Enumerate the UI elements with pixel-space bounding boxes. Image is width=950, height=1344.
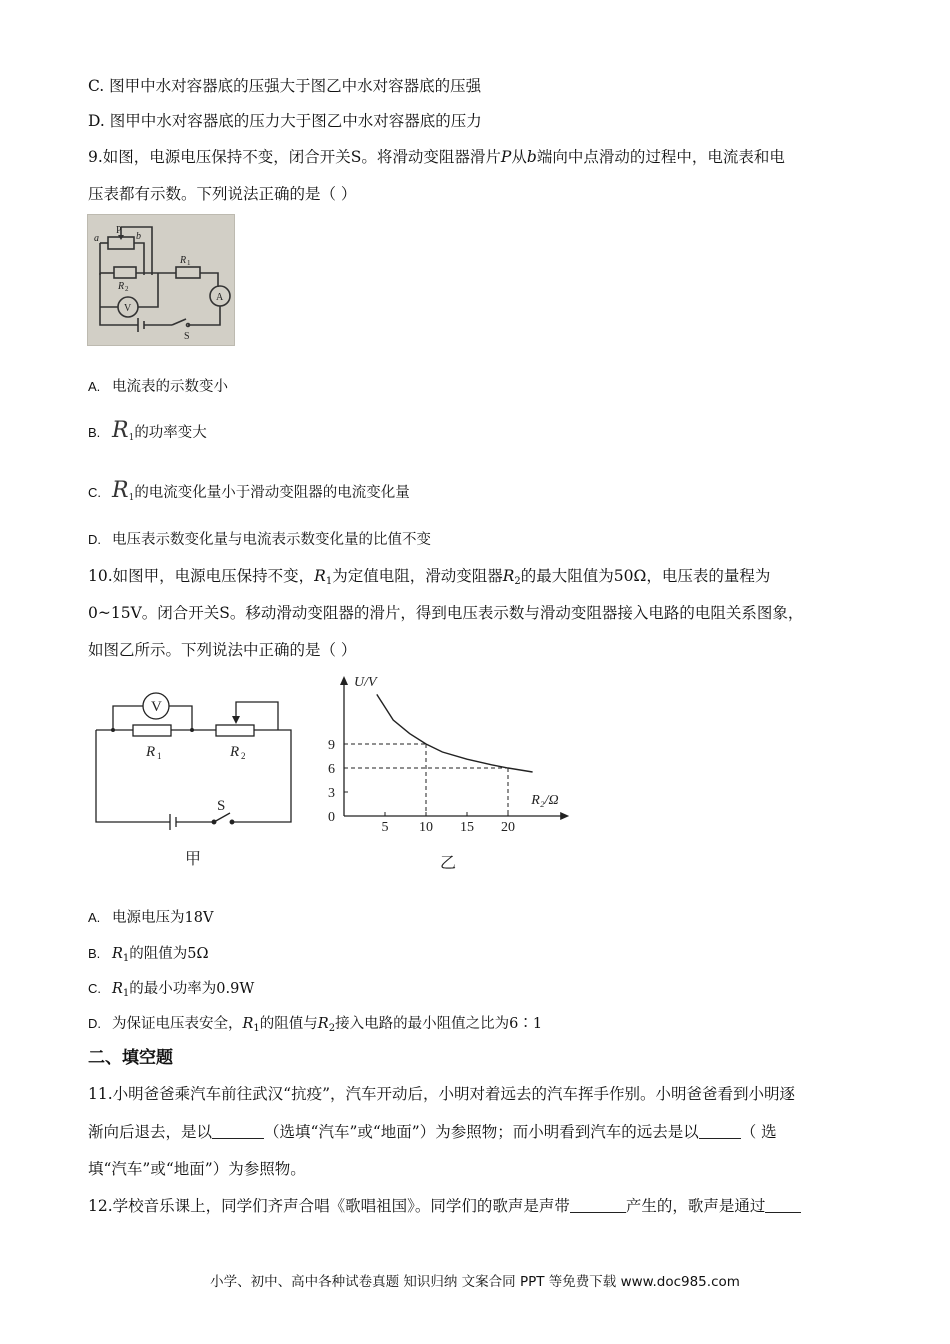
label-r2: R	[118, 281, 125, 292]
q10-stem-line2: 0~15V。闭合开关S。移动滑动变阻器的滑片，得到电压表示数与滑动变阻器接入电路的电阻关系图象，	[88, 604, 804, 622]
yi-caption: 乙	[440, 855, 457, 872]
jia-s-label: S	[217, 798, 226, 814]
q11-blank-2[interactable]	[699, 1124, 741, 1139]
q10-circuit-jia	[88, 680, 308, 870]
data-curve	[377, 694, 533, 772]
prev-option-c: C. 图甲中水对容器底的压强大于图乙中水对容器底的压强	[88, 77, 482, 95]
jia-caption: 甲	[185, 851, 202, 868]
q10-option-c: C. $R_1$的最小功率为0.9W	[88, 981, 255, 999]
label-v: V	[124, 303, 132, 314]
label-r1-sub: 1	[187, 259, 191, 267]
prev-option-d: D. 图甲中水对容器底的压力大于图乙中水对容器底的压力	[88, 112, 482, 130]
q9-option-b: B. $R_1$的功率变大	[88, 418, 207, 443]
origin-label: 0	[328, 810, 335, 825]
x-tick-label: 20	[501, 820, 515, 835]
label-b: b	[136, 231, 141, 242]
q9-option-d: D. 电压表示数变化量与电流表示数变化量的比值不变	[88, 532, 431, 548]
jia-v-label: V	[151, 699, 162, 715]
jia-r2-label: R	[230, 744, 240, 760]
q10-option-b: B. $R_1$的阻值为5Ω	[88, 946, 209, 964]
label-r2-sub: 2	[125, 285, 129, 293]
x-axis-arrow	[560, 812, 569, 820]
y-axis-arrow	[340, 676, 348, 685]
label-a: a	[94, 233, 99, 244]
q11-blank-1[interactable]	[212, 1124, 264, 1139]
q10-stem-line1: 10.如图甲，电源电压保持不变，$R_1$为定值电阻，滑动变阻器$R_2$的最大阻值为50Ω，电压表的量程为	[88, 567, 771, 587]
x-tick-label: 15	[460, 820, 474, 835]
q12-blank-1[interactable]	[570, 1198, 626, 1213]
x-tick-label: 5	[381, 820, 389, 835]
label-s: S	[184, 331, 190, 342]
jia-r2-sub: 2	[241, 751, 246, 761]
q10-option-d: D. 为保证电压表安全，$R_1$的阻值与$R_2$接入电路的最小阻值之比为6∶1	[88, 1016, 543, 1034]
jia-r1-label: R	[146, 744, 156, 760]
label-ammeter: A	[216, 292, 224, 303]
x-axis-label: R₂/Ω	[531, 793, 559, 808]
q9-circuit-photo	[87, 214, 235, 346]
q11-line1: 11.小明爸爸乘汽车前往武汉“抗疫”，汽车开动后，小明对着远去的汽车挥手作别。小明爸爸看到小明逐	[88, 1085, 796, 1103]
y-tick-label: 9	[328, 738, 335, 753]
jia-r1-sub: 1	[157, 751, 162, 761]
q9-option-c: C. $R_1$的电流变化量小于滑动变阻器的电流变化量	[88, 478, 410, 503]
y-axis-label: U/V	[354, 675, 377, 690]
x-tick-label: 10	[419, 820, 433, 835]
y-tick-label: 6	[328, 762, 335, 777]
label-p: P	[116, 225, 122, 236]
q11-line2: 渐向后退去，是以 （选填“汽车”或“地面”）为参照物；而小明看到汽车的远去是以 （ 选	[88, 1123, 777, 1141]
q12-blank-2[interactable]	[765, 1198, 801, 1213]
q10-stem-line3: 如图乙所示。下列说法中正确的是（ ）	[88, 641, 357, 659]
q12-line1: 12.学校音乐课上，同学们齐声合唱《歌唱祖国》。同学们的歌声是声带 产生的，歌声是通过	[88, 1196, 801, 1216]
section-title-fill-in: 二、填空题	[88, 1048, 173, 1068]
label-r1: R	[180, 255, 187, 266]
q9-option-a: A. 电流表的示数变小	[88, 379, 228, 395]
page-footer: 小学、初中、高中各种试卷真题 知识归纳 文案合同 PPT 等免费下载 www.doc985.com	[210, 1274, 740, 1290]
q9-stem-line1: 9.如图，电源电压保持不变，闭合开关S。将滑动变阻器滑片P从b端向中点滑动的过程中，电流表和电	[88, 148, 785, 166]
q9-stem-line2: 压表都有示数。下列说法正确的是（ ）	[88, 185, 357, 203]
y-tick-label: 3	[328, 786, 335, 801]
q10-option-a: A. 电源电压为18V	[88, 910, 214, 926]
q11-line3: 填“汽车”或“地面”）为参照物。	[88, 1160, 306, 1178]
q10-graph-yi	[320, 668, 559, 878]
